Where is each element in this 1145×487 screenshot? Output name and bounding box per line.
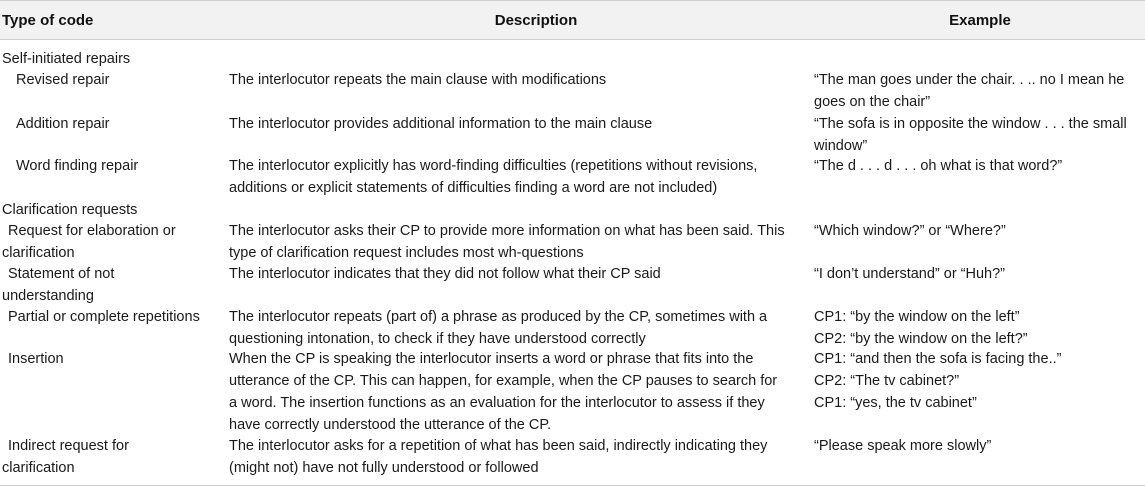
description-cell: The interlocutor repeats the main clause with modifications (229, 72, 607, 88)
description-cell: When the CP is speaking the interlocutor inserts a word or phrase that fits into the utterance of the CP. This can happen, for example, when the CP pauses to search for a word. The insertion functions as an evaluation for the interlocutor to assess if they have correctly understood the utterance of the CP. (229, 351, 778, 433)
code-cell: Statement of not understanding (2, 266, 115, 304)
example-cell: “The man goes under the chair. . .. no I mean he goes on the chair” (814, 72, 1125, 110)
section-label: Clarification requests (2, 202, 138, 218)
header-example: Example (949, 12, 1011, 29)
example-cell: “The d . . . d . . . oh what is that word?” (814, 158, 1063, 174)
code-cell: Addition repair (16, 116, 110, 132)
example-cell: CP1: “by the window on the left” CP2: “by the window on the left?” (814, 309, 1028, 347)
code-cell: Insertion (8, 351, 64, 367)
header-type-of-code: Type of code (2, 12, 94, 29)
description-cell: The interlocutor asks for a repetition of what has been said, indirectly indicating they (might not) have not fully understood or followed (229, 438, 768, 476)
code-cell: Word finding repair (16, 158, 139, 174)
description-cell: The interlocutor indicates that they did not follow what their CP said (229, 266, 661, 282)
table-header (0, 0, 1145, 40)
section-label: Self-initiated repairs (2, 51, 131, 67)
example-cell: “The sofa is in opposite the window . . . the small window” (814, 116, 1127, 154)
description-cell: The interlocutor provides additional information to the main clause (229, 116, 653, 132)
description-cell: The interlocutor explicitly has word-finding difficulties (repetitions without revisions, additions or explicit statements of difficulties finding a word are not included) (229, 158, 758, 196)
description-cell: The interlocutor repeats (part of) a phrase as produced by the CP, sometimes with a questioning intonation, to check if they have understood correctly (229, 309, 768, 347)
code-cell: Partial or complete repetitions (8, 309, 200, 325)
description-cell: The interlocutor asks their CP to provide more information on what has been said. This type of clarification request includes most wh-questions (229, 223, 785, 261)
example-cell: “Please speak more slowly” (814, 438, 992, 454)
code-cell: Revised repair (16, 72, 110, 88)
example-cell: “I don’t understand” or “Huh?” (814, 266, 1006, 282)
example-cell: CP1: “and then the sofa is facing the..” CP2: “The tv cabinet?” CP1: “yes, the tv cabinet” (814, 351, 1062, 411)
example-cell: “Which window?” or “Where?” (814, 223, 1006, 239)
header-description: Description (494, 12, 578, 29)
bottom-rule (0, 485, 1145, 486)
code-cell: Request for elaboration or clarification (2, 223, 176, 261)
code-cell: Indirect request for clarification (2, 438, 129, 476)
